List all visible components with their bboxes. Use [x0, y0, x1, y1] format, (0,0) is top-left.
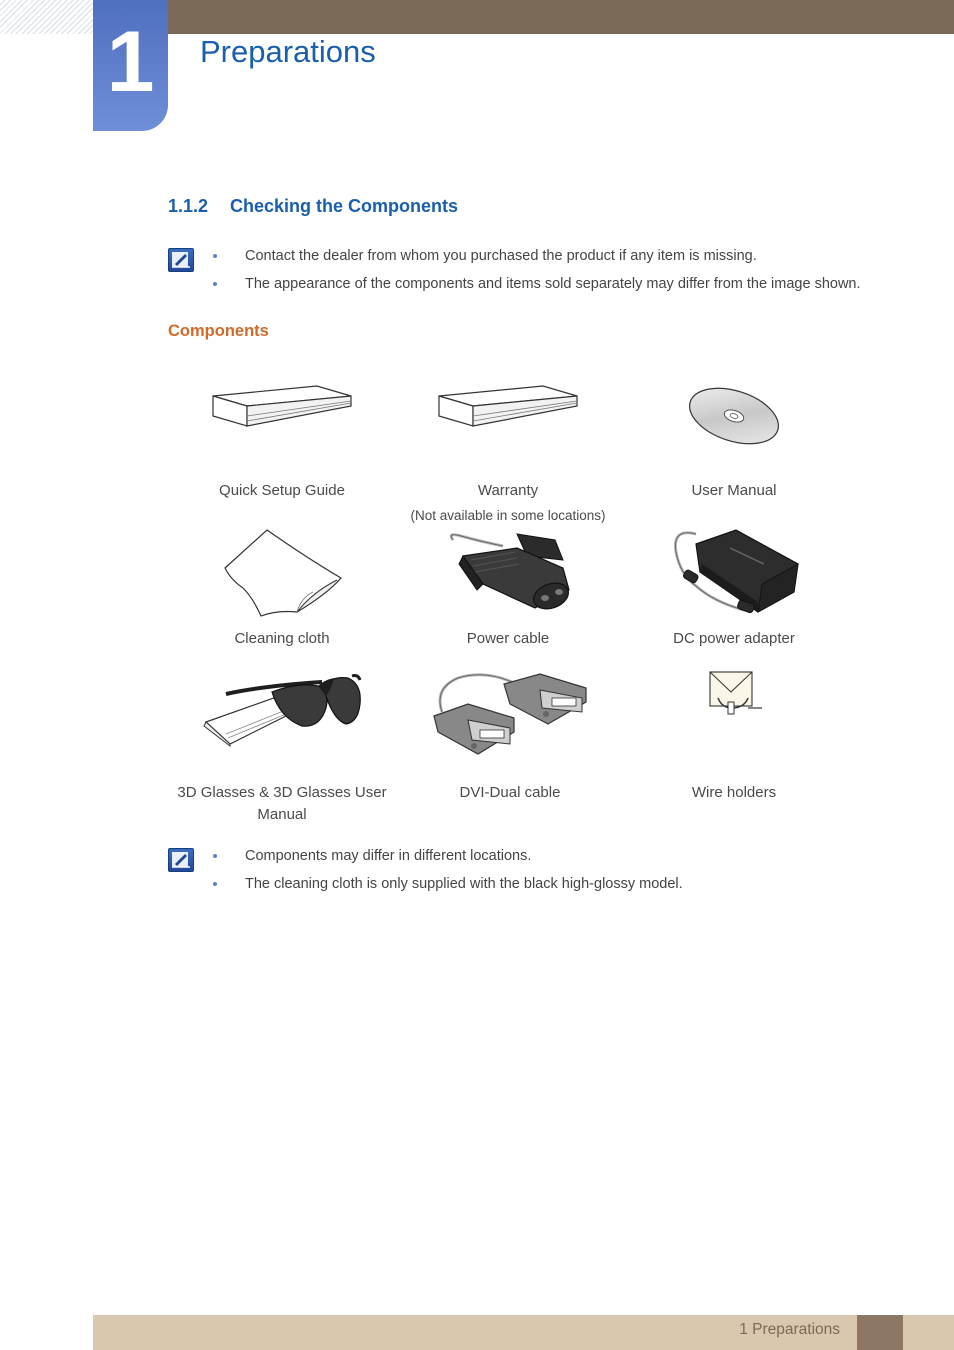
- components-heading: Components: [168, 322, 269, 340]
- disc-icon: [684, 380, 784, 448]
- component-3d-glasses: 3D Glasses & 3D Glasses User Manual: [169, 668, 395, 826]
- component-wire-holders: Wire holders: [621, 668, 847, 804]
- cloth-icon: [217, 528, 347, 620]
- section-number: 1.1.2: [168, 196, 209, 216]
- component-dc-power-adapter: DC power adapter: [621, 528, 847, 650]
- footer-chapter-label: 1 Preparations: [739, 1321, 840, 1338]
- component-cleaning-cloth: Cleaning cloth: [169, 528, 395, 650]
- header-bar: [168, 0, 954, 34]
- wire-holder-icon: [704, 668, 764, 716]
- section-title: Checking the Components: [230, 196, 459, 216]
- adapter-icon: [666, 528, 802, 618]
- footer-page-box: [857, 1315, 903, 1350]
- chapter-title: Preparations: [200, 34, 376, 69]
- component-dvi-dual-cable: DVI-Dual cable: [397, 668, 623, 804]
- booklet-icon: [433, 380, 583, 432]
- note-icon: [168, 248, 194, 272]
- booklet-icon: [207, 380, 357, 432]
- chapter-number-tab: 1: [93, 0, 168, 131]
- power-plug-icon: [443, 528, 573, 618]
- glasses-icon: [202, 668, 362, 752]
- component-user-manual: User Manual: [621, 380, 847, 502]
- bullet-icon: [213, 854, 217, 858]
- note-icon: [168, 848, 194, 872]
- section-heading: [168, 196, 458, 217]
- bullet-icon: [213, 882, 217, 886]
- component-quick-setup-guide: Quick Setup Guide: [169, 380, 395, 502]
- bullet-icon: [213, 254, 217, 258]
- bullet-icon: [213, 282, 217, 286]
- header-hatch-decoration: [0, 0, 93, 34]
- component-power-cable: Power cable: [395, 528, 621, 650]
- component-warranty: Warranty (Not available in some locations): [395, 380, 621, 525]
- dvi-cable-icon: [428, 668, 592, 760]
